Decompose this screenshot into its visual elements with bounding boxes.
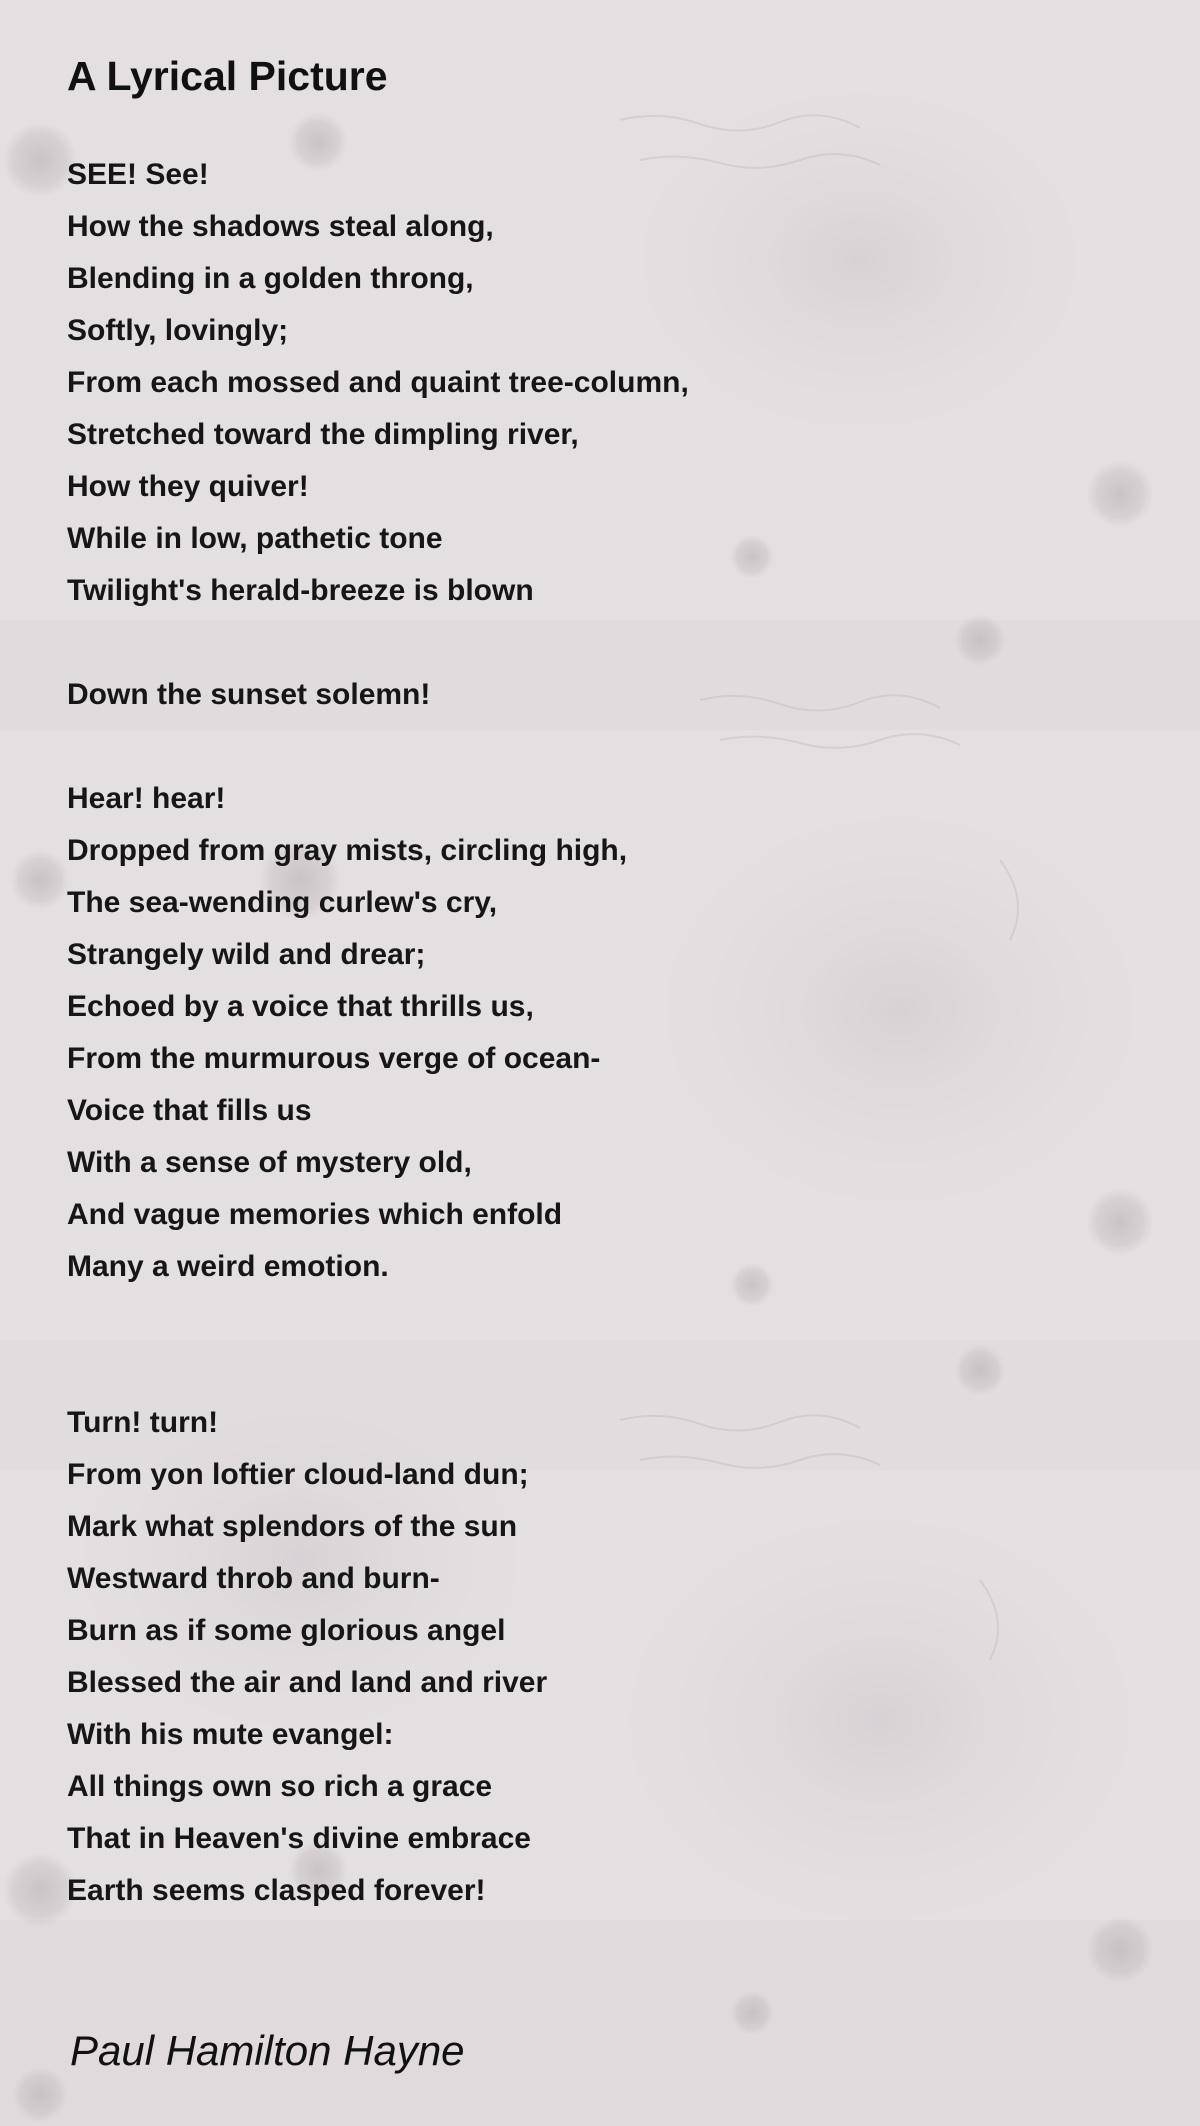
- poem-line: Dropped from gray mists, circling high,: [67, 834, 628, 867]
- poem-line: Stretched toward the dimpling river,: [67, 418, 579, 451]
- poem-author: Paul Hamilton Hayne: [70, 2027, 465, 2074]
- poem-line: Mark what splendors of the sun: [67, 1510, 518, 1543]
- poem-line: Earth seems clasped forever!: [67, 1874, 486, 1907]
- poem-line: Softly, lovingly;: [67, 314, 289, 347]
- poem-line: Turn! turn!: [67, 1406, 219, 1439]
- poem-line: How the shadows steal along,: [67, 210, 494, 243]
- poem-line: From the murmurous verge of ocean-: [67, 1042, 601, 1075]
- stanza-3: [67, 773, 1147, 1293]
- poem-line: With his mute evangel:: [67, 1718, 394, 1751]
- poem-body: [67, 149, 1147, 1917]
- poem-line: Blessed the air and land and river: [67, 1666, 548, 1699]
- poem-line: Strangely wild and drear;: [67, 938, 426, 971]
- poem-line: SEE! See!: [67, 158, 209, 191]
- poem-line: From each mossed and quaint tree-column,: [67, 366, 689, 399]
- stanza-4: [67, 1397, 1147, 1917]
- stanza-break: [67, 1293, 1147, 1397]
- poem-line: How they quiver!: [67, 470, 309, 503]
- poem-line: All things own so rich a grace: [67, 1770, 493, 1803]
- poem-title: A Lyrical Picture: [67, 53, 388, 99]
- stanza-break: [67, 721, 1147, 773]
- poem-line: That in Heaven's divine embrace: [67, 1822, 531, 1855]
- poem-line: Echoed by a voice that thrills us,: [67, 990, 534, 1023]
- poem-line: Hear! hear!: [67, 782, 226, 815]
- poem-line: Twilight's herald-breeze is blown: [67, 574, 534, 607]
- poem-line: While in low, pathetic tone: [67, 522, 443, 555]
- stanza-1: [67, 149, 1147, 617]
- poem-line: With a sense of mystery old,: [67, 1146, 472, 1179]
- poem-line: Voice that fills us: [67, 1094, 312, 1127]
- poem-line: Down the sunset solemn!: [67, 678, 431, 711]
- stanza-break: [67, 617, 1147, 669]
- poem-line: And vague memories which enfold: [67, 1198, 563, 1231]
- poem-line: The sea-wending curlew's cry,: [67, 886, 498, 919]
- poem-line: Burn as if some glorious angel: [67, 1614, 506, 1647]
- poem-line: From yon loftier cloud-land dun;: [67, 1458, 529, 1491]
- poem-line: Blending in a golden throng,: [67, 262, 474, 295]
- stanza-2: [67, 669, 1147, 721]
- poem-line: Many a weird emotion.: [67, 1250, 389, 1283]
- poem-line: Westward throb and burn-: [67, 1562, 440, 1595]
